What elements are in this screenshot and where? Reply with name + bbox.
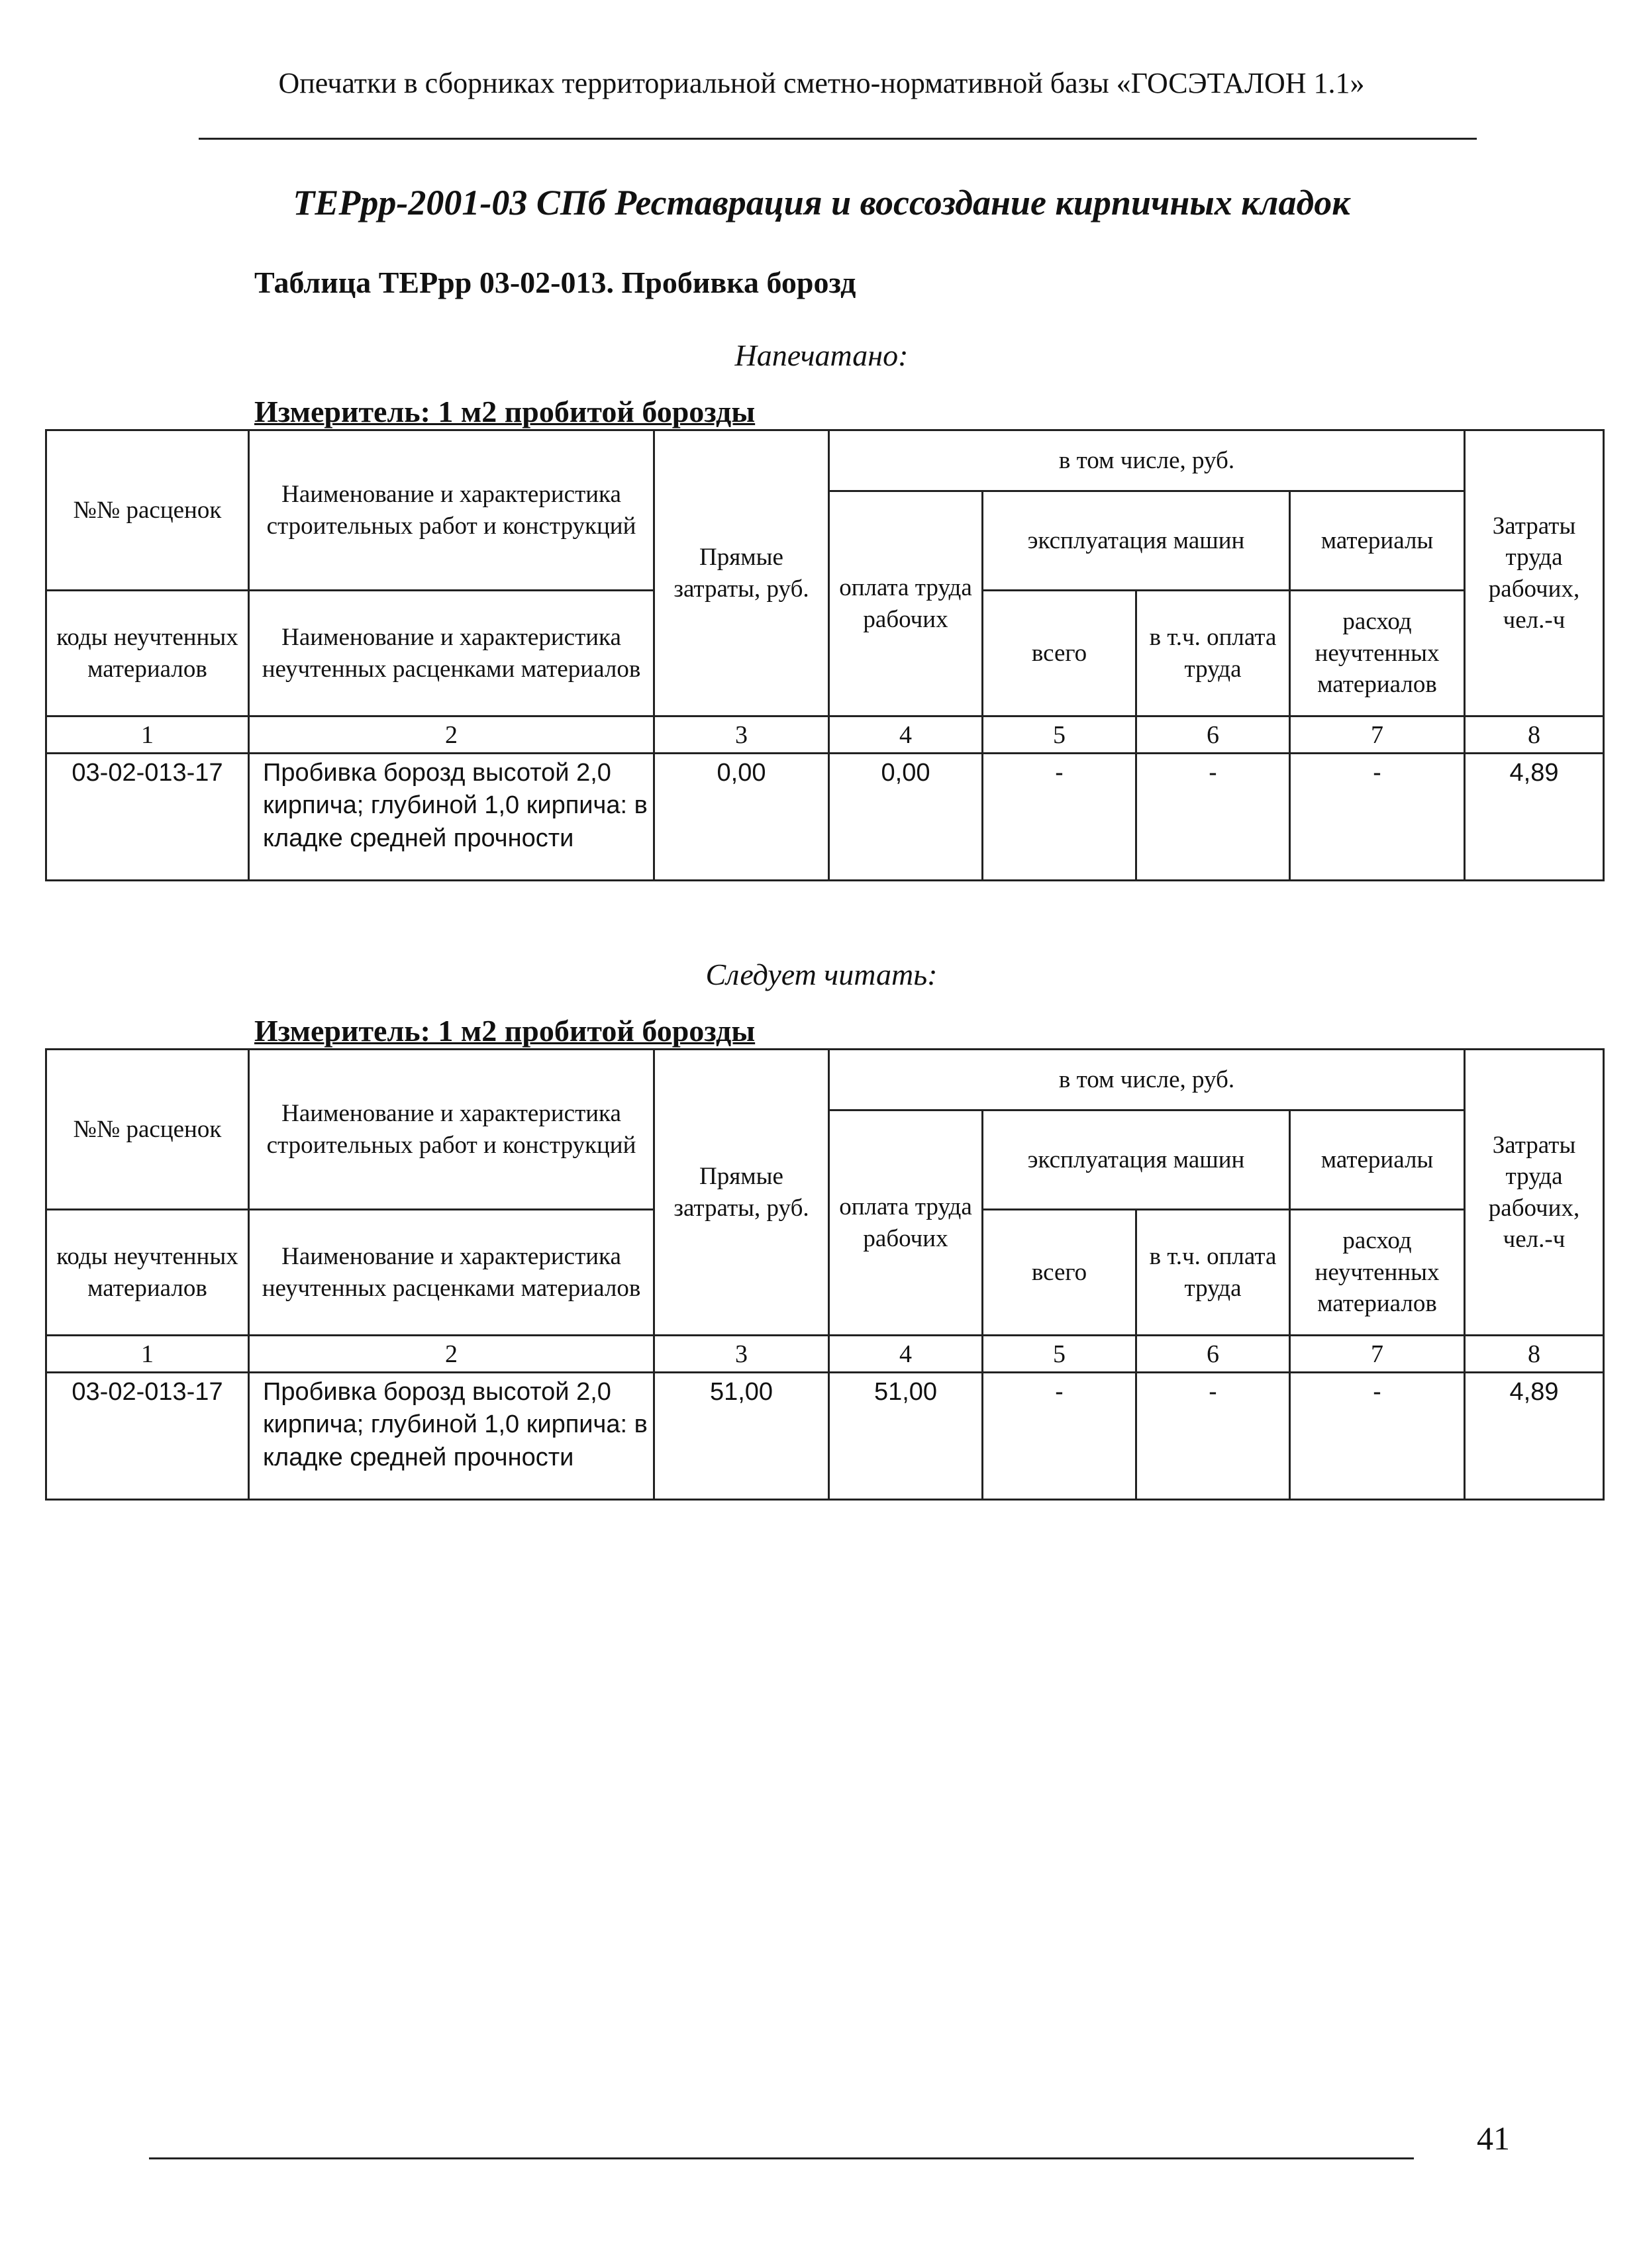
column-number: 6: [1136, 716, 1290, 754]
header-direct: Прямые затраты, руб.: [654, 430, 829, 716]
column-number: 8: [1465, 716, 1604, 754]
page-number: 41: [1477, 2120, 1510, 2157]
labor-pay: 0,00: [829, 754, 983, 881]
column-number: 5: [983, 716, 1136, 754]
rate-description: Пробивка борозд высотой 2,0 кирпича; глубиной 1,0 кирпича: в кладке средней прочности: [249, 754, 654, 881]
header-machines-total: всего: [983, 1210, 1136, 1336]
column-number: 2: [249, 716, 654, 754]
header-name: Наименование и характеристика строительных работ и конструкций: [249, 430, 654, 591]
header-labor: Затраты труда рабочих, чел.-ч: [1465, 430, 1604, 716]
header-incl: в том числе, руб.: [829, 1050, 1465, 1110]
direct-cost: 0,00: [654, 754, 829, 881]
rate-table-corrected: [45, 1048, 1605, 1501]
header-material-codes: коды неучтенных материалов: [46, 1210, 249, 1336]
footer-rule: [149, 2157, 1414, 2159]
machines-total: -: [983, 1373, 1136, 1500]
machines-pay: -: [1136, 754, 1290, 881]
header-pay: оплата труда рабочих: [829, 1110, 983, 1336]
header-material-use: расход неучтенных материалов: [1290, 591, 1465, 716]
machines-pay: -: [1136, 1373, 1290, 1500]
labor-hours: 4,89: [1465, 754, 1604, 881]
column-number: 7: [1290, 716, 1465, 754]
header-materials: материалы: [1290, 491, 1465, 591]
column-number: 4: [829, 1336, 983, 1373]
column-number: 6: [1136, 1336, 1290, 1373]
header-code: №№ расценок: [46, 1050, 249, 1210]
column-number: 7: [1290, 1336, 1465, 1373]
header-incl: в том числе, руб.: [829, 430, 1465, 491]
rate-code: 03-02-013-17: [46, 1373, 249, 1500]
document-title: ТЕРрр-2001-03 СПб Реставрация и воссоздание кирпичных кладок: [293, 183, 1350, 222]
header-materials: материалы: [1290, 1110, 1465, 1210]
header-material-use: расход неучтенных материалов: [1290, 1210, 1465, 1336]
table-row: [46, 1373, 1604, 1500]
header-material-codes: коды неучтенных материалов: [46, 591, 249, 716]
table-row: [46, 754, 1604, 881]
column-number: 3: [654, 1336, 829, 1373]
header-machines-total: всего: [983, 591, 1136, 716]
meter-caption: Измеритель: 1 м2 пробитой борозды: [254, 1014, 756, 1048]
running-header: Опечатки в сборниках территориальной сметно-нормативной базы «ГОСЭТАЛОН 1.1»: [278, 67, 1365, 99]
column-number: 2: [249, 1336, 654, 1373]
labor-hours: 4,89: [1465, 1373, 1604, 1500]
table-title: Таблица ТЕРрр 03-02-013. Пробивка борозд: [254, 266, 856, 299]
column-number: 5: [983, 1336, 1136, 1373]
column-number: 1: [46, 716, 249, 754]
column-number: 3: [654, 716, 829, 754]
header-code: №№ расценок: [46, 430, 249, 591]
header-rule: [199, 138, 1477, 140]
header-direct: Прямые затраты, руб.: [654, 1050, 829, 1336]
column-number: 1: [46, 1336, 249, 1373]
material-use: -: [1290, 754, 1465, 881]
direct-cost: 51,00: [654, 1373, 829, 1500]
header-name: Наименование и характеристика строительных работ и конструкций: [249, 1050, 654, 1210]
header-machines: эксплуатация машин: [983, 491, 1290, 591]
column-number: 4: [829, 716, 983, 754]
header-machines-pay: в т.ч. оплата труда: [1136, 591, 1290, 716]
column-number: 8: [1465, 1336, 1604, 1373]
rate-code: 03-02-013-17: [46, 754, 249, 881]
material-use: -: [1290, 1373, 1465, 1500]
header-machines: эксплуатация машин: [983, 1110, 1290, 1210]
header-machines-pay: в т.ч. оплата труда: [1136, 1210, 1290, 1336]
corrected-label: Следует читать:: [705, 958, 938, 991]
header-material-names: Наименование и характеристика неучтенных расценками материалов: [249, 1210, 654, 1336]
meter-caption: Измеритель: 1 м2 пробитой борозды: [254, 395, 756, 428]
labor-pay: 51,00: [829, 1373, 983, 1500]
printed-label: Напечатано:: [734, 338, 909, 372]
rate-description: Пробивка борозд высотой 2,0 кирпича; глубиной 1,0 кирпича: в кладке средней прочности: [249, 1373, 654, 1500]
header-material-names: Наименование и характеристика неучтенных расценками материалов: [249, 591, 654, 716]
header-pay: оплата труда рабочих: [829, 491, 983, 716]
machines-total: -: [983, 754, 1136, 881]
header-labor: Затраты труда рабочих, чел.-ч: [1465, 1050, 1604, 1336]
rate-table-printed: [45, 429, 1605, 881]
